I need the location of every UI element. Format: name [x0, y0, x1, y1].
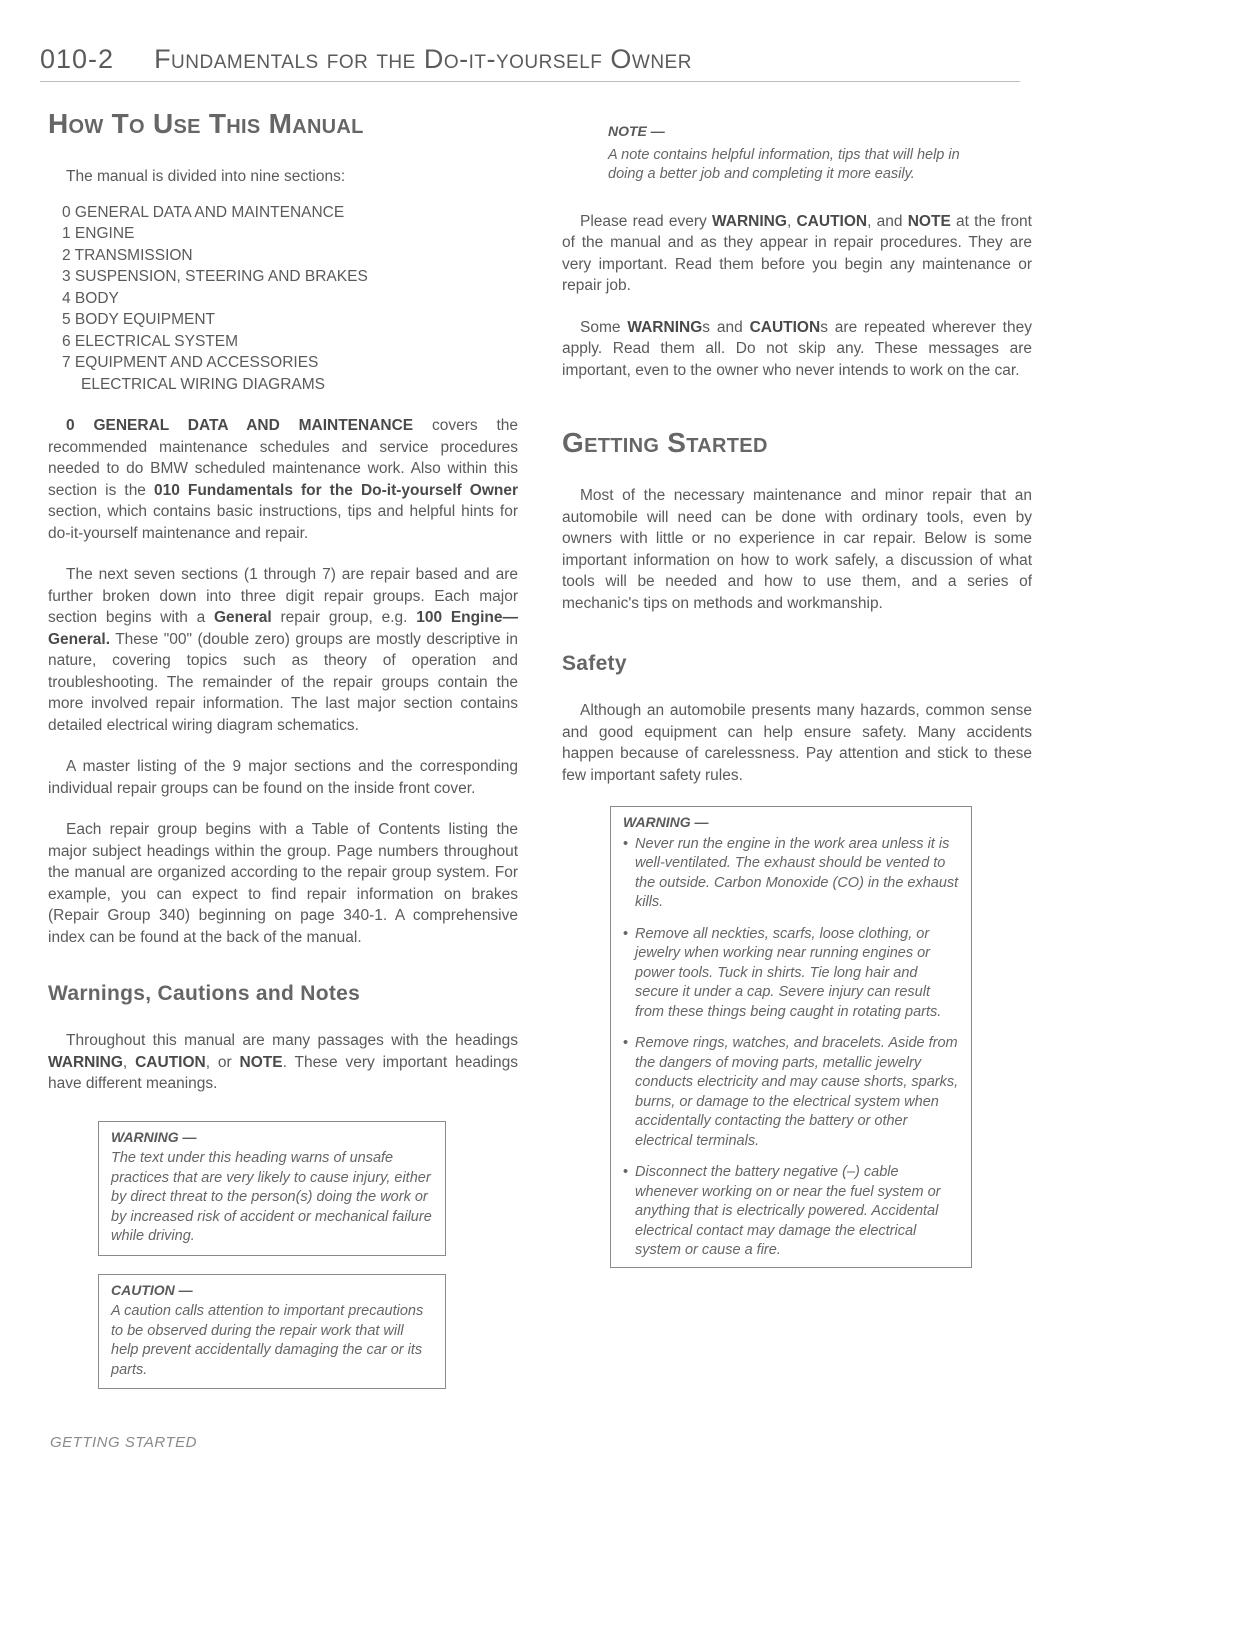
note-box-text: A note contains helpful information, tips that will help in doing a better job and completing it more easily. — [608, 146, 960, 182]
caution-box-title: CAUTION — — [111, 1281, 193, 1298]
list-item: ELECTRICAL WIRING DIAGRAMS — [81, 375, 326, 393]
text-span: , — [122, 1053, 136, 1071]
list-item: 4 BODY — [62, 289, 119, 307]
paragraph-please-read — [562, 211, 1032, 297]
safety-warning-box — [610, 806, 972, 1268]
text-span: s are repeated wherever they apply. Read them all. Do not skip any. These messages are important, even to the owner who never intends to work on the car. — [562, 318, 1032, 379]
list-item: 7 EQUIPMENT AND ACCESSORIES — [62, 354, 319, 371]
warning-item-text: Remove rings, watches, and bracelets. Aside from the dangers of moving parts, metallic jewelry conducts electricity and may cause shorts, sparks, burns, or damage to the electrical system when accidentally contacting the battery or other electrical terminals. — [635, 1035, 959, 1149]
paragraph-repair-sections — [48, 564, 518, 736]
text-span: , and — [867, 212, 908, 230]
bold-text: 010 Fundamentals for the Do-it-yourself Owner — [153, 481, 518, 499]
list-item: 6 ELECTRICAL SYSTEM — [62, 332, 239, 350]
text-span: section, which contains basic instructions, tips and helpful hints for do-it-yourself maintenance and repair. — [48, 503, 518, 542]
text-span: These "00" (double zero) groups are mostly descriptive in nature, covering topics such as theory of operation and troubleshooting. The remainder of the repair groups contain the more involved repair information. The last major section contains detailed electrical wiring diagram schematics. — [48, 630, 518, 734]
bold-text: WARNING — [712, 212, 787, 230]
caution-box — [98, 1274, 446, 1390]
left-column — [48, 108, 518, 1389]
bullet-icon: • — [623, 835, 629, 852]
subheading-safety: Safety — [562, 652, 627, 675]
subheading-warnings: Warnings, Cautions and Notes — [48, 982, 361, 1005]
bold-text: NOTE — [239, 1053, 283, 1071]
warning-item-text: Remove all neckties, scarfs, loose clothing, or jewelry when working near running engines or power tools. Tuck in shirts. Tie long hair and secure it under a cap. Severe injury can result from these things being caught in rotating parts. — [635, 925, 942, 1020]
text-span: s and — [702, 318, 750, 336]
text-span: covers the recommended maintenance schedules and service procedures needed to do BMW scheduled maintenance work. Also within this section is the — [48, 417, 518, 499]
paragraph-table-of-contents: Each repair group begins with a Table of Contents listing the major subject headings within the group. Page numbers throughout the manual are organized according to the repair group system. For example, you can expect to find repair information on brakes (Repair Group 340) beginning on page 340-1. A comprehensive index can be found at the back of the manual. — [48, 821, 518, 946]
right-column — [562, 108, 1032, 1268]
text-span: Throughout this manual are many passages with the headings — [66, 1032, 518, 1049]
bold-text: 0 GENERAL DATA AND MAINTENANCE — [66, 417, 414, 434]
caution-box-text: A caution calls attention to important precautions to be observed during the repair work that will help prevent accidentally damaging the car or its parts. — [111, 1303, 424, 1378]
warning-box-title: WARNING — — [111, 1128, 197, 1145]
list-item: 5 BODY EQUIPMENT — [62, 311, 216, 328]
section-heading-getting-started: Getting Started — [562, 427, 768, 458]
paragraph-repeated-warnings — [562, 317, 1032, 382]
list-item: 3 SUSPENSION, STEERING AND BRAKES — [62, 268, 368, 285]
paragraph-general-data — [48, 415, 518, 544]
page-title: Fundamentals for the Do-it-yourself Owner — [154, 44, 692, 74]
warning-item — [623, 925, 959, 1023]
text-span: . These very important headings have different meanings. — [48, 1053, 518, 1092]
bold-text: CAUTION — [796, 212, 868, 230]
bullet-icon: • — [623, 1164, 629, 1180]
text-span: The next seven sections (1 through 7) are repair based and are further broken down into three digit repair groups. Each major section begins with a — [48, 566, 518, 626]
page-header — [40, 44, 1020, 82]
bold-text: WARNING — [48, 1053, 123, 1071]
warning-item-text: Disconnect the battery negative (–) cable whenever working on or near the fuel system or anything that is electrically powered. Accidental electrical contact may damage the electrical system or cause a fire. — [635, 1164, 941, 1258]
warning-box — [98, 1121, 446, 1256]
bold-text: General — [214, 609, 272, 626]
warning-box-text: The text under this heading warns of unsafe practices that are very likely to cause injury, either by direct threat to the person(s) doing the work or by increased risk of accident or mechanical failure while driving. — [111, 1150, 432, 1244]
warning-item — [623, 1163, 959, 1261]
bullet-icon: • — [623, 1035, 629, 1051]
text-span: at the front of the manual and as they appear in repair procedures. They are very important. Read them before you begin any maintenance or repair job. — [562, 212, 1032, 294]
text-span: Please read every — [580, 212, 713, 230]
bullet-icon: • — [623, 925, 629, 942]
warning-item — [623, 1034, 959, 1151]
section-list — [48, 202, 518, 396]
text-span: Some — [580, 318, 628, 336]
section-heading-how-to-use: How To Use This Manual — [48, 108, 364, 139]
list-item: 1 ENGINE — [62, 225, 135, 242]
note-box-title: NOTE — — [608, 123, 665, 139]
bold-text: NOTE — [907, 212, 951, 230]
list-item: 2 TRANSMISSION — [62, 246, 193, 264]
list-item: 0 GENERAL DATA AND MAINTENANCE — [62, 203, 345, 221]
bold-text: CAUTION — [749, 318, 821, 336]
paragraph-safety: Although an automobile presents many hazards, common sense and good equipment can help ensure safety. Many accidents happen because of carelessness. Pay attention and stick to these few important safety rules. — [562, 702, 1032, 784]
text-span: , — [786, 212, 797, 230]
note-box — [608, 122, 988, 185]
text-span: repair group, e.g. — [271, 609, 417, 626]
bold-text: WARNING — [627, 318, 703, 336]
page-number: 010-2 — [40, 44, 115, 74]
paragraph-warnings-intro — [48, 1030, 518, 1095]
page-footer: GETTING STARTED — [50, 1434, 197, 1451]
warning-item-text: Never run the engine in the work area unless it is well-ventilated. The exhaust should be vented to the outside. Carbon Monoxide (CO) in the exhaust kills. — [635, 835, 959, 910]
warning-item — [623, 835, 959, 913]
text-span: , or — [205, 1053, 240, 1071]
intro-paragraph: The manual is divided into nine sections: — [66, 168, 346, 185]
paragraph-getting-started: Most of the necessary maintenance and minor repair that an automobile will need can be done with ordinary tools, even by owners with little or no experience in car repair. Below is some important information on how to work safely, a discussion of what tools will be needed and how to use them, and a series of mechanic's tips on methods and workmanship. — [562, 487, 1032, 612]
bold-text: CAUTION — [135, 1053, 206, 1071]
bold-text: 100 Engine—General. — [48, 609, 518, 648]
paragraph-master-listing: A master listing of the 9 major sections and the corresponding individual repair groups can be found on the inside front cover. — [48, 758, 518, 797]
safety-warning-title: WARNING — — [623, 814, 709, 830]
